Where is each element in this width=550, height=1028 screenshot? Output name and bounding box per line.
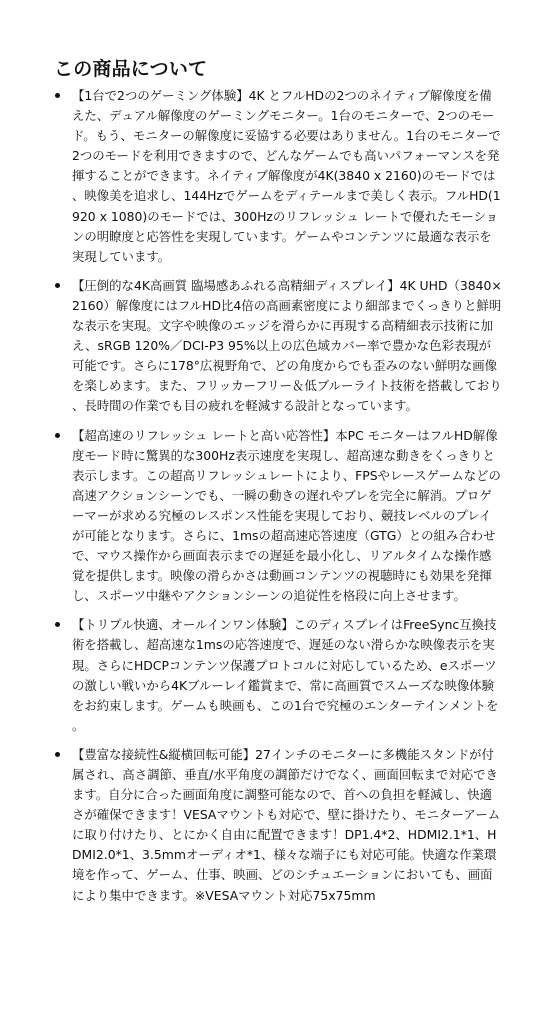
feature-bullet-4k-display: 【圧倒的な4K高画質 臨場感あふれる高精細ディスプレイ】4K UHD（3840×2160）解像度にはフルHD比4倍の高画素密度により細部までくっきりと鮮明な表示を実現。文字や映像のエッジを滑らかに再現する高精細表示技術に加え、sRGB 120%／DCI-P3 95%以上の広色域カバー率で豊かな色彩表現が可能です。さらに178°広視野角で、どの角度からでも歪みのない鮮明な画像を楽しめます。また、フリッカーフリー＆低ブルーライト技術を搭載しており、長時間の作業でも目の疲れを軽減する設計となっています。	[52, 276, 502, 417]
feature-bullet-list	[52, 86, 502, 906]
section-title: この商品について	[54, 58, 208, 80]
feature-bullet-refresh-rate: 【超高速のリフレッシュ レートと高い応答性】本PC モニターはフルHD解像度モード時に驚異的な300Hz表示速度を実現し、超高速な動きをくっきりと表示します。この超高リフレッシュレートにより、FPSやレースゲームなどの高速アクションシーンでも、一瞬の動きの遅れやブレを完全に解消。プロゲーマーが求める究極のレスポンス性能を実現しており、競技レベルのプレイが可能となります。さらに、1msの超高速応答速度（GTG）との組み合わせで、マウス操作から画面表示までの遅延を最小化し、リアルタイムな操作感覚を提供します。映像の滑らかさは動画コンテンツの視聴時にも効果を発揮し、スポーツ中継やアクションシーンの追従性を格段に向上させます。	[52, 426, 502, 607]
feature-bullet-dual-resolution: 【1台で2つのゲーミング体験】4K とフルHDの2つのネイティブ解像度を備えた、デュアル解像度のゲーミングモニター。1台のモニターで、2つのモード。もう、モニターの解像度に妥協する必要はありません。1台のモニターで2つのモードを利用できますので、どんなゲームでも高いパフォーマンスを発揮することができます。ネイティブ解像度が4K(3840 x 2160)のモードでは、映像美を追求し、144Hzでゲームをディテールまで美しく表示。フルHD(1920 x 1080)のモードでは、300Hzのリフレッシュ レートで優れたモーションの明瞭度と応答性を実現しています。ゲームやコンテンツに最適な表示を実現しています。	[52, 86, 502, 267]
feature-bullet-all-in-one: 【トリプル快適、オールインワン体験】このディスプレイはFreeSync互換技術を搭載し、超高速な1msの応答速度で、遅延のない滑らかな映像表示を実現。さらにHDCPコンテンツ保護プロトコルに対応しているため、eスポーツの激しい戦いから4Kブルーレイ鑑賞まで、常に高画質でスムーズな映像体験をお約束します。ゲームも映画も、この1台で究極のエンターテインメントを。	[52, 615, 502, 736]
feature-bullet-connectivity: 【豊富な接続性&縦横回転可能】27インチのモニターに多機能スタンドが付属され、高さ調節、垂直/水平角度の調節だけでなく、画面回転まで対応できます。自分に合った画面角度に調整可能なので、首への負担を軽減し、快適さが確保できます！VESAマウントも対応で、壁に掛けたり、モニターアームに取り付けたり、とにかく自由に配置できます！DP1.4*2、HDMI2.1*1、HDMI2.0*1、3.5mmオーディオ*1、様々な端子にも対応可能。快適な作業環境を作って、ゲーム、仕事、映画、どのシチュエーションにおいても、画面により集中できます。※VESAマウント対応75x75mm	[52, 745, 502, 906]
